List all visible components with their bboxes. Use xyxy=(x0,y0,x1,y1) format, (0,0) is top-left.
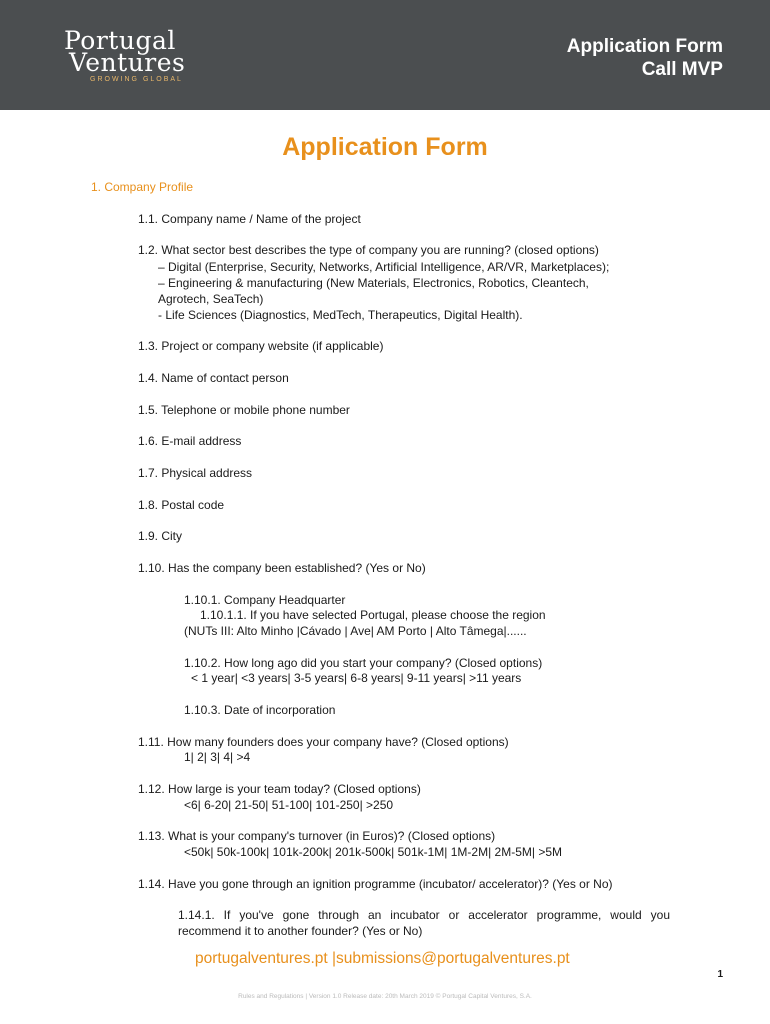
page-title: Application Form xyxy=(282,133,488,161)
question-1-2-option-digital: – Digital (Enterprise, Security, Networks, Artificial Intelligence, AR/VR, Marketplaces); xyxy=(158,260,610,274)
question-1-7: 1.7. Physical address xyxy=(138,466,253,480)
question-1-2-option-engineering-cont: Agrotech, SeaTech) xyxy=(158,292,264,306)
question-1-6: 1.6. E-mail address xyxy=(138,434,242,448)
portugal-ventures-logo xyxy=(64,26,186,83)
question-1-14: 1.14. Have you gone through an ignition programme (incubator/ accelerator)? (Yes or No) xyxy=(138,877,613,891)
question-1-13-options: <50k| 50k-100k| 101k-200k| 201k-500k| 501k-1M| 1M-2M| 2M-5M| >5M xyxy=(184,845,562,859)
header-title xyxy=(567,35,723,81)
logo-wordmark-line2: Ventures xyxy=(69,48,186,77)
question-1-2-option-engineering: – Engineering & manufacturing (New Materials, Electronics, Robotics, Cleantech, xyxy=(158,276,589,290)
footer-note: Rules and Regulations | Version 1.0 Release date: 20th March 2019 © Portugal Capital Ventures, S.A. xyxy=(238,993,532,1000)
question-1-10-1-1-options: (NUTs III: Alto Minho |Cávado | Ave| AM Porto | Alto Tâmega|...... xyxy=(184,624,527,638)
header-title-line1: Application Form xyxy=(566,36,723,57)
header-title-line2: Call MVP xyxy=(641,59,723,80)
page-header xyxy=(0,0,770,110)
question-1-10-1: 1.10.1. Company Headquarter xyxy=(184,593,346,607)
question-1-1: 1.1. Company name / Name of the project xyxy=(138,212,361,226)
question-1-10-1-1: 1.10.1.1. If you have selected Portugal, please choose the region xyxy=(200,608,546,622)
logo-tagline: GROWING GLOBAL xyxy=(90,76,183,83)
section-title: 1. Company Profile xyxy=(91,180,194,194)
question-1-13: 1.13. What is your company's turnover (in Euros)? (Closed options) xyxy=(138,829,496,843)
question-1-11: 1.11. How many founders does your company have? (Closed options) xyxy=(138,735,509,749)
footer-contact-links[interactable]: portugalventures.pt |submissions@portugalventures.pt xyxy=(195,950,570,967)
question-1-14-1: 1.14.1. If you've gone through an incubator or accelerator programme, would you recommend it to another founder? (Yes or No) xyxy=(178,908,670,938)
page-number: 1 xyxy=(717,969,723,980)
question-1-2: 1.2. What sector best describes the type of company you are running? (closed options) xyxy=(138,243,599,257)
logo-wordmark-line1: Portugal xyxy=(64,26,176,55)
question-1-9: 1.9. City xyxy=(138,529,183,543)
question-1-11-options: 1| 2| 3| 4| >4 xyxy=(184,750,251,764)
question-1-12-options: <6| 6-20| 21-50| 51-100| 101-250| >250 xyxy=(184,798,394,812)
question-1-4: 1.4. Name of contact person xyxy=(138,371,289,385)
question-1-5: 1.5. Telephone or mobile phone number xyxy=(138,403,350,417)
question-1-8: 1.8. Postal code xyxy=(138,498,225,512)
question-1-2-option-life-sciences: - Life Sciences (Diagnostics, MedTech, Therapeutics, Digital Health). xyxy=(158,308,523,322)
question-1-10-3: 1.10.3. Date of incorporation xyxy=(184,703,336,717)
question-1-10: 1.10. Has the company been established? (Yes or No) xyxy=(138,561,426,575)
question-1-12: 1.12. How large is your team today? (Closed options) xyxy=(138,782,421,796)
question-1-10-2-options: < 1 year| <3 years| 3-5 years| 6-8 years| 9-11 years| >11 years xyxy=(191,671,522,685)
question-1-10-2: 1.10.2. How long ago did you start your company? (Closed options) xyxy=(184,656,543,670)
question-1-3: 1.3. Project or company website (if applicable) xyxy=(138,339,384,353)
